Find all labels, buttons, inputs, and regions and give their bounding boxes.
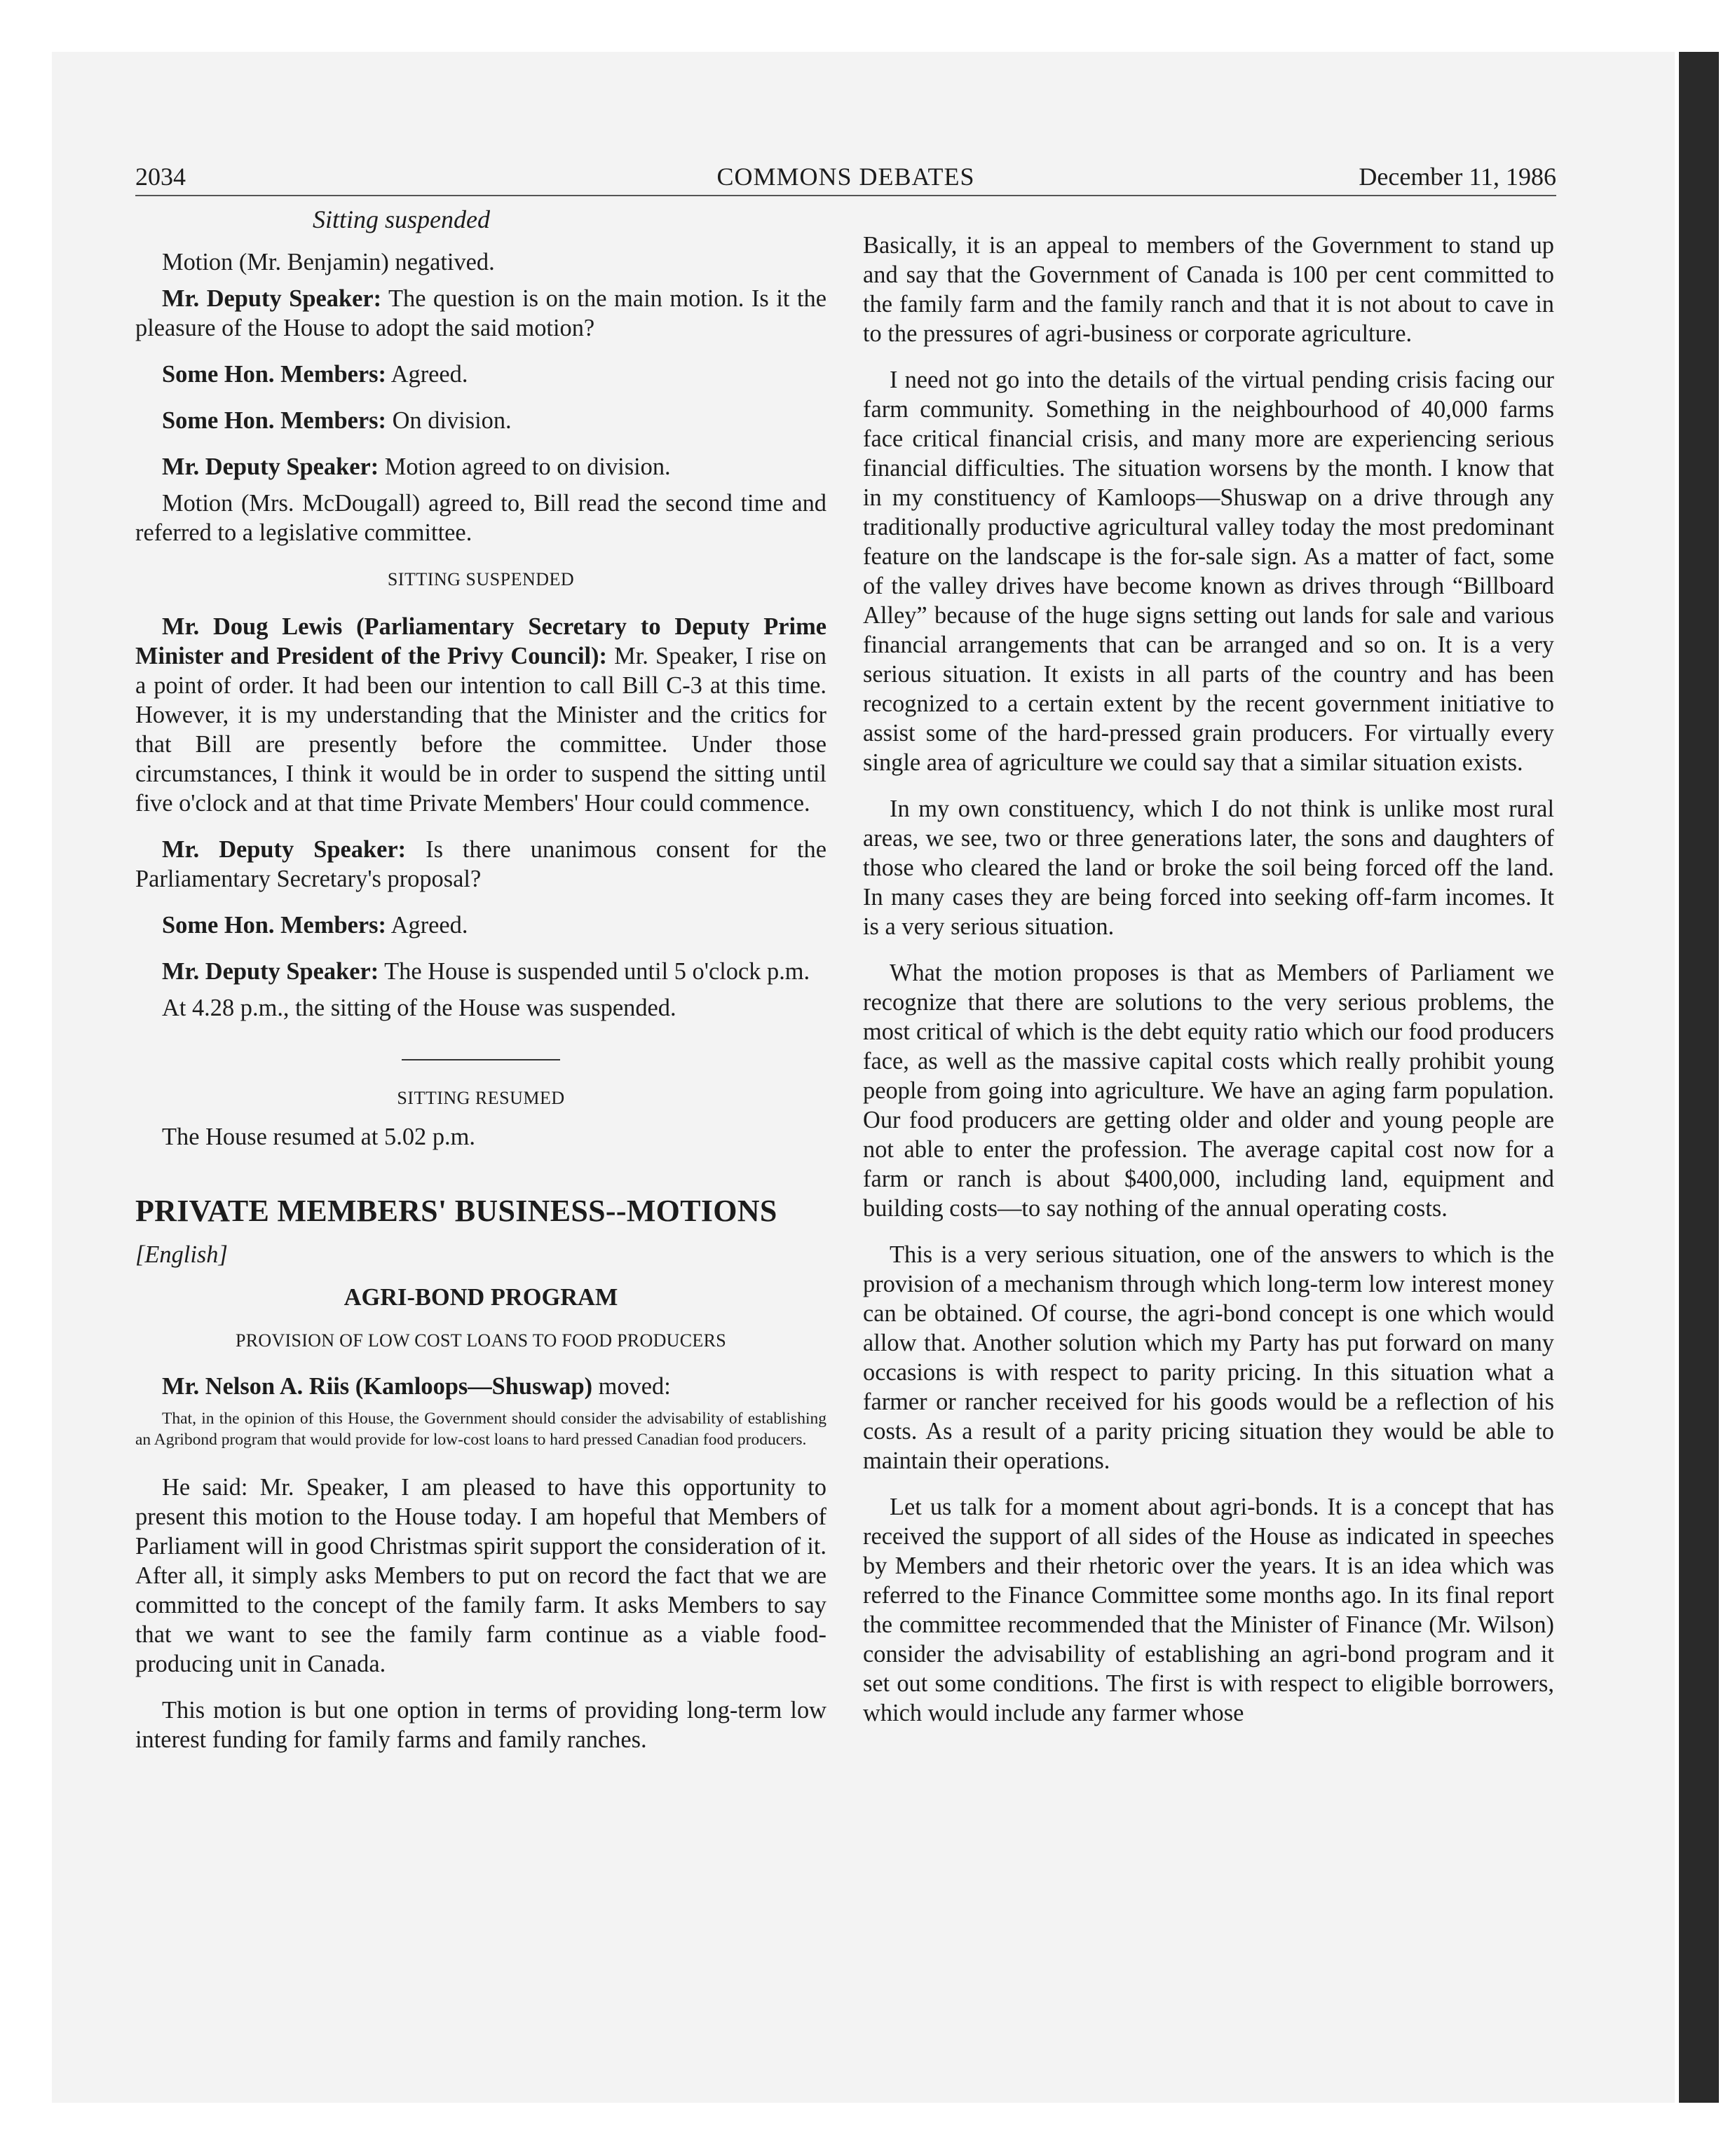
paragraph [135,284,826,343]
program-heading: AGRI-BOND PROGRAM [343,1284,618,1311]
publication-date: December 11, 1986 [1359,163,1556,191]
right-column [863,203,1554,1913]
speech-text: Is there unanimous consent for the Parliamentary Secretary's proposal? [135,836,826,892]
speech-text: On division. [386,407,512,434]
speech-text: Agreed. [386,912,468,939]
paragraph: Basically, it is an appeal to members of the Government to stand up and say that the Government of Canada is 100 per cent committed to the family farm and the family ranch and that it is not about to cave in to the pressures of agri-business or corporate agriculture. [863,232,1554,347]
speaker-name: Some Hon. Members: [162,912,386,939]
speaker-name: Some Hon. Members: [162,361,386,388]
paragraph [135,957,826,986]
paragraph: Motion (Mr. Benjamin) negatived. [162,249,495,275]
motion-quote: That, in the opinion of this House, the Government should consider the advisability of establishing an Agribond program that would provide for low-cost loans to hard pressed Canadian food producers. [135,1410,826,1449]
section-divider [402,1059,560,1060]
program-subheading: PROVISION OF LOW COST LOANS TO FOOD PRODUCERS [236,1330,726,1351]
sitting-resumed-heading: SITTING RESUMED [397,1088,565,1108]
sitting-suspended-note: Sitting suspended [313,205,490,233]
paragraph: I need not go into the details of the virtual pending crisis facing our farm community. Something in the neighbourhood of 40,000 farms face critical financial crisis, and many more are experiencing serious financial difficulties. The situation worsens by the month. I know that in my constituency of Kamloops—Shuswap on a drive through any traditionally productive agricultural valley today the most predominant feature on the landscape is the for-sale sign. As a matter of fact, some of the valley drives have become known as drives through “Billboard Alley” because of the huge signs setting out lands for sale and various financial arrangements that can be arranged and so on. It is a very serious situation. It exists in all parts of the country and has been recognized to a certain extent by the recent government initiative to assist some of the hard-pressed grain producers. For virtually every single area of agriculture we could say that a similar situation exists. [863,367,1554,776]
paragraph: The House resumed at 5.02 p.m. [162,1124,475,1150]
paragraph [135,360,826,389]
speech-text: Motion agreed to on division. [379,453,671,480]
paragraph: This motion is but one option in terms of providing long-term low interest funding for family farms and family ranches. [135,1697,826,1753]
paragraph: Let us talk for a moment about agri-bonds. It is a concept that has received the support of all sides of the House as indicated in speeches by Members and their rhetoric over the years. It is an idea which was referred to the Finance Committee some months ago. In its final report the committee recommended that the Minister of Finance (Mr. Wilson) consider the advisability of establishing an agri-bond program and it set out some conditions. The first is with respect to eligible borrowers, which would include any farmer whose [863,1494,1554,1726]
speech-text: The House is suspended until 5 o'clock p.m. [379,958,810,985]
section-heading: PRIVATE MEMBERS' BUSINESS--MOTIONS [135,1194,777,1228]
paragraph: In my own constituency, which I do not think is unlike most rural areas, we see, two or three generations later, the sons and daughters of those who cleared the land or broke the soil being forced off the land. In many cases they are being forced into seeking off-farm incomes. It is a very serious situation. [863,796,1554,940]
speaker-name: Mr. Deputy Speaker: [162,453,379,480]
publication-title: COMMONS DEBATES [716,163,975,191]
speaker-name: Mr. Doug Lewis (Parliamentary Secretary to Deputy Prime Minister and President of the Privy Council): [135,613,826,669]
scan-edge-shadow [1679,52,1719,2103]
paragraph: This is a very serious situation, one of the answers to which is the provision of a mechanism through which long-term low interest money can be obtained. Of course, the agri-bond concept is one which would allow that. Another solution which my Party has put forward on many occasions is with respect to parity pricing. In this situation what a farmer or rancher received for his goods would be a reflection of his costs. As a result of a parity pricing situation they would be able to maintain their operations. [863,1241,1554,1474]
paragraph [135,1372,826,1401]
speaker-name: Mr. Nelson A. Riis (Kamloops—Shuswap) [162,1373,593,1400]
speaker-name: Mr. Deputy Speaker: [162,836,407,863]
paragraph: What the motion proposes is that as Members of Parliament we recognize that there are solutions to the very serious problems, the most critical of which is the debt equity ratio which our food producers face, as well as the massive capital costs which really prohibit young people from going into agriculture. We have an aging farm population. Our food producers are getting older and older and young people are not able to enter the profession. The average capital cost now for a farm or ranch is about $400,000, including land, equipment and building costs—to say nothing of the annual operating costs. [863,960,1554,1222]
paragraph [135,910,826,940]
speech-text: The question is on the main motion. Is it the pleasure of the House to adopt the said motion? [135,285,826,341]
page-header [135,158,1556,196]
speaker-name: Mr. Deputy Speaker: [162,285,382,312]
sitting-suspended-heading: SITTING SUSPENDED [387,569,575,589]
speech-text: Mr. Speaker, I rise on a point of order. It had been our intention to call Bill C-3 at this time. However, it is my understanding that the Minister and the critics for that Bill are presently before the committee. Under those circumstances, I think it would be in order to suspend the sitting until five o'clock and at that time Private Members' Hour could commence. [135,643,826,817]
left-column [135,203,826,1913]
paragraph [135,452,826,482]
speech-text: moved: [592,1373,671,1400]
paragraph [135,612,826,818]
paragraph: Motion (Mrs. McDougall) agreed to, Bill read the second time and referred to a legislative committee. [135,490,826,546]
speaker-name: Mr. Deputy Speaker: [162,958,379,985]
paragraph: He said: Mr. Speaker, I am pleased to have this opportunity to present this motion to the House today. I am hopeful that Members of Parliament will in good Christmas spirit support the consideration of it. After all, it simply asks Members to put on record the fact that we are committed to the concept of the family farm. It asks Members to say that we want to see the family farm continue as a viable food-producing unit in Canada. [135,1474,826,1677]
speaker-name: Some Hon. Members: [162,407,386,434]
page-number: 2034 [135,163,186,191]
paragraph: At 4.28 p.m., the sitting of the House was suspended. [162,995,676,1021]
paragraph [135,835,826,894]
paragraph [135,406,826,435]
speech-text: Agreed. [386,361,468,388]
language-tag: [English] [135,1241,228,1268]
